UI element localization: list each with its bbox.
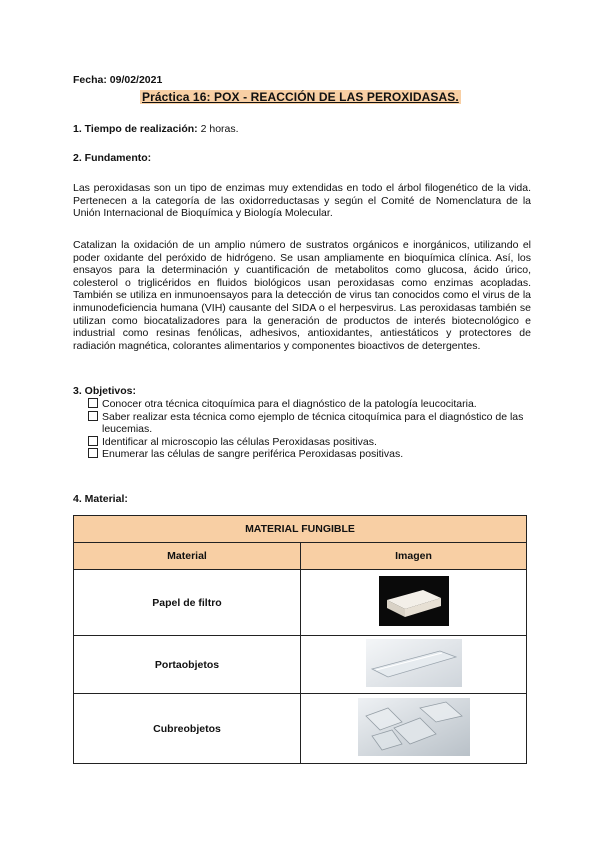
objectives-list — [88, 398, 532, 461]
table-row — [74, 636, 527, 694]
material-name: Papel de filtro — [74, 570, 301, 636]
section-time-value: 2 horas. — [197, 123, 239, 135]
material-name: Cubreobjetos — [74, 694, 301, 764]
section-material-heading: 4. Material: — [73, 493, 128, 505]
list-item: Identificar al microscopio las células Peroxidasas positivas. — [88, 436, 532, 449]
section-fundamento-heading: 2. Fundamento: — [73, 152, 152, 164]
list-item: Enumerar las células de sangre periférica Peroxidasas positivas. — [88, 448, 532, 461]
checkbox-icon — [88, 436, 98, 446]
coverslip-image — [301, 694, 527, 764]
section-time — [73, 123, 239, 135]
fundamento-paragraph-1: Las peroxidasas son un tipo de enzimas muy extendidas en todo el árbol filogenético de la vida. Pertenecen a la categoría de las oxidorreductasas y según el Comité de Nomenclatura de la Unión Internacional de Bioquímica y Biología Molecular. — [73, 182, 531, 220]
checkbox-icon — [88, 398, 98, 408]
page-title: Práctica 16: POX - REACCIÓN DE LAS PEROXIDASAS. — [142, 90, 459, 104]
material-name: Portaobjetos — [74, 636, 301, 694]
checkbox-icon — [88, 411, 98, 421]
material-table — [73, 515, 527, 764]
date: Fecha: 09/02/2021 — [73, 74, 163, 86]
filter-paper-image — [301, 570, 527, 636]
section-objetivos-heading: 3. Objetivos: — [73, 385, 137, 397]
fundamento-paragraph-2: Catalizan la oxidación de un amplio número de sustratos orgánicos e inorgánicos, utilizando el poder oxidante del peróxido de hidrógeno. Se usan ampliamente en bioquímica clínica. Así, los ensayos para la determinación y cuantificación de metabolitos como glucosa, ácido úrico, colesterol o triglicéridos en fluidos biológicos usan peroxidasas como enzimas acopladas. También se utiliza en inmunoensayos para la detección de virus tan conocidos como el virus de la inmunodeficiencia humana (VIH) causante del SIDA o el herpesvirus. Las peroxidasas también se utilizan como biocatalizadores para la generación de productos de interés biotecnológico e industrial como resinas fenólicas, adhesivos, antioxidantes, antiestáticos y protectores de radiación magnética, colorantes alimentarios y componentes bioactivos de detergentes. — [73, 239, 531, 352]
slide-image — [301, 636, 527, 694]
table-row — [74, 694, 527, 764]
column-header-image: Imagen — [301, 543, 527, 570]
column-header-material: Material — [74, 543, 301, 570]
list-item: Saber realizar esta técnica como ejemplo de técnica citoquímica para el diagnóstico de las leucemias. — [88, 411, 532, 436]
checkbox-icon — [88, 448, 98, 458]
list-item: Conocer otra técnica citoquímica para el diagnóstico de la patología leucocitaria. — [88, 398, 532, 411]
section-time-heading: 1. Tiempo de realización: — [73, 123, 198, 135]
table-title: MATERIAL FUNGIBLE — [74, 516, 527, 543]
table-row — [74, 570, 527, 636]
